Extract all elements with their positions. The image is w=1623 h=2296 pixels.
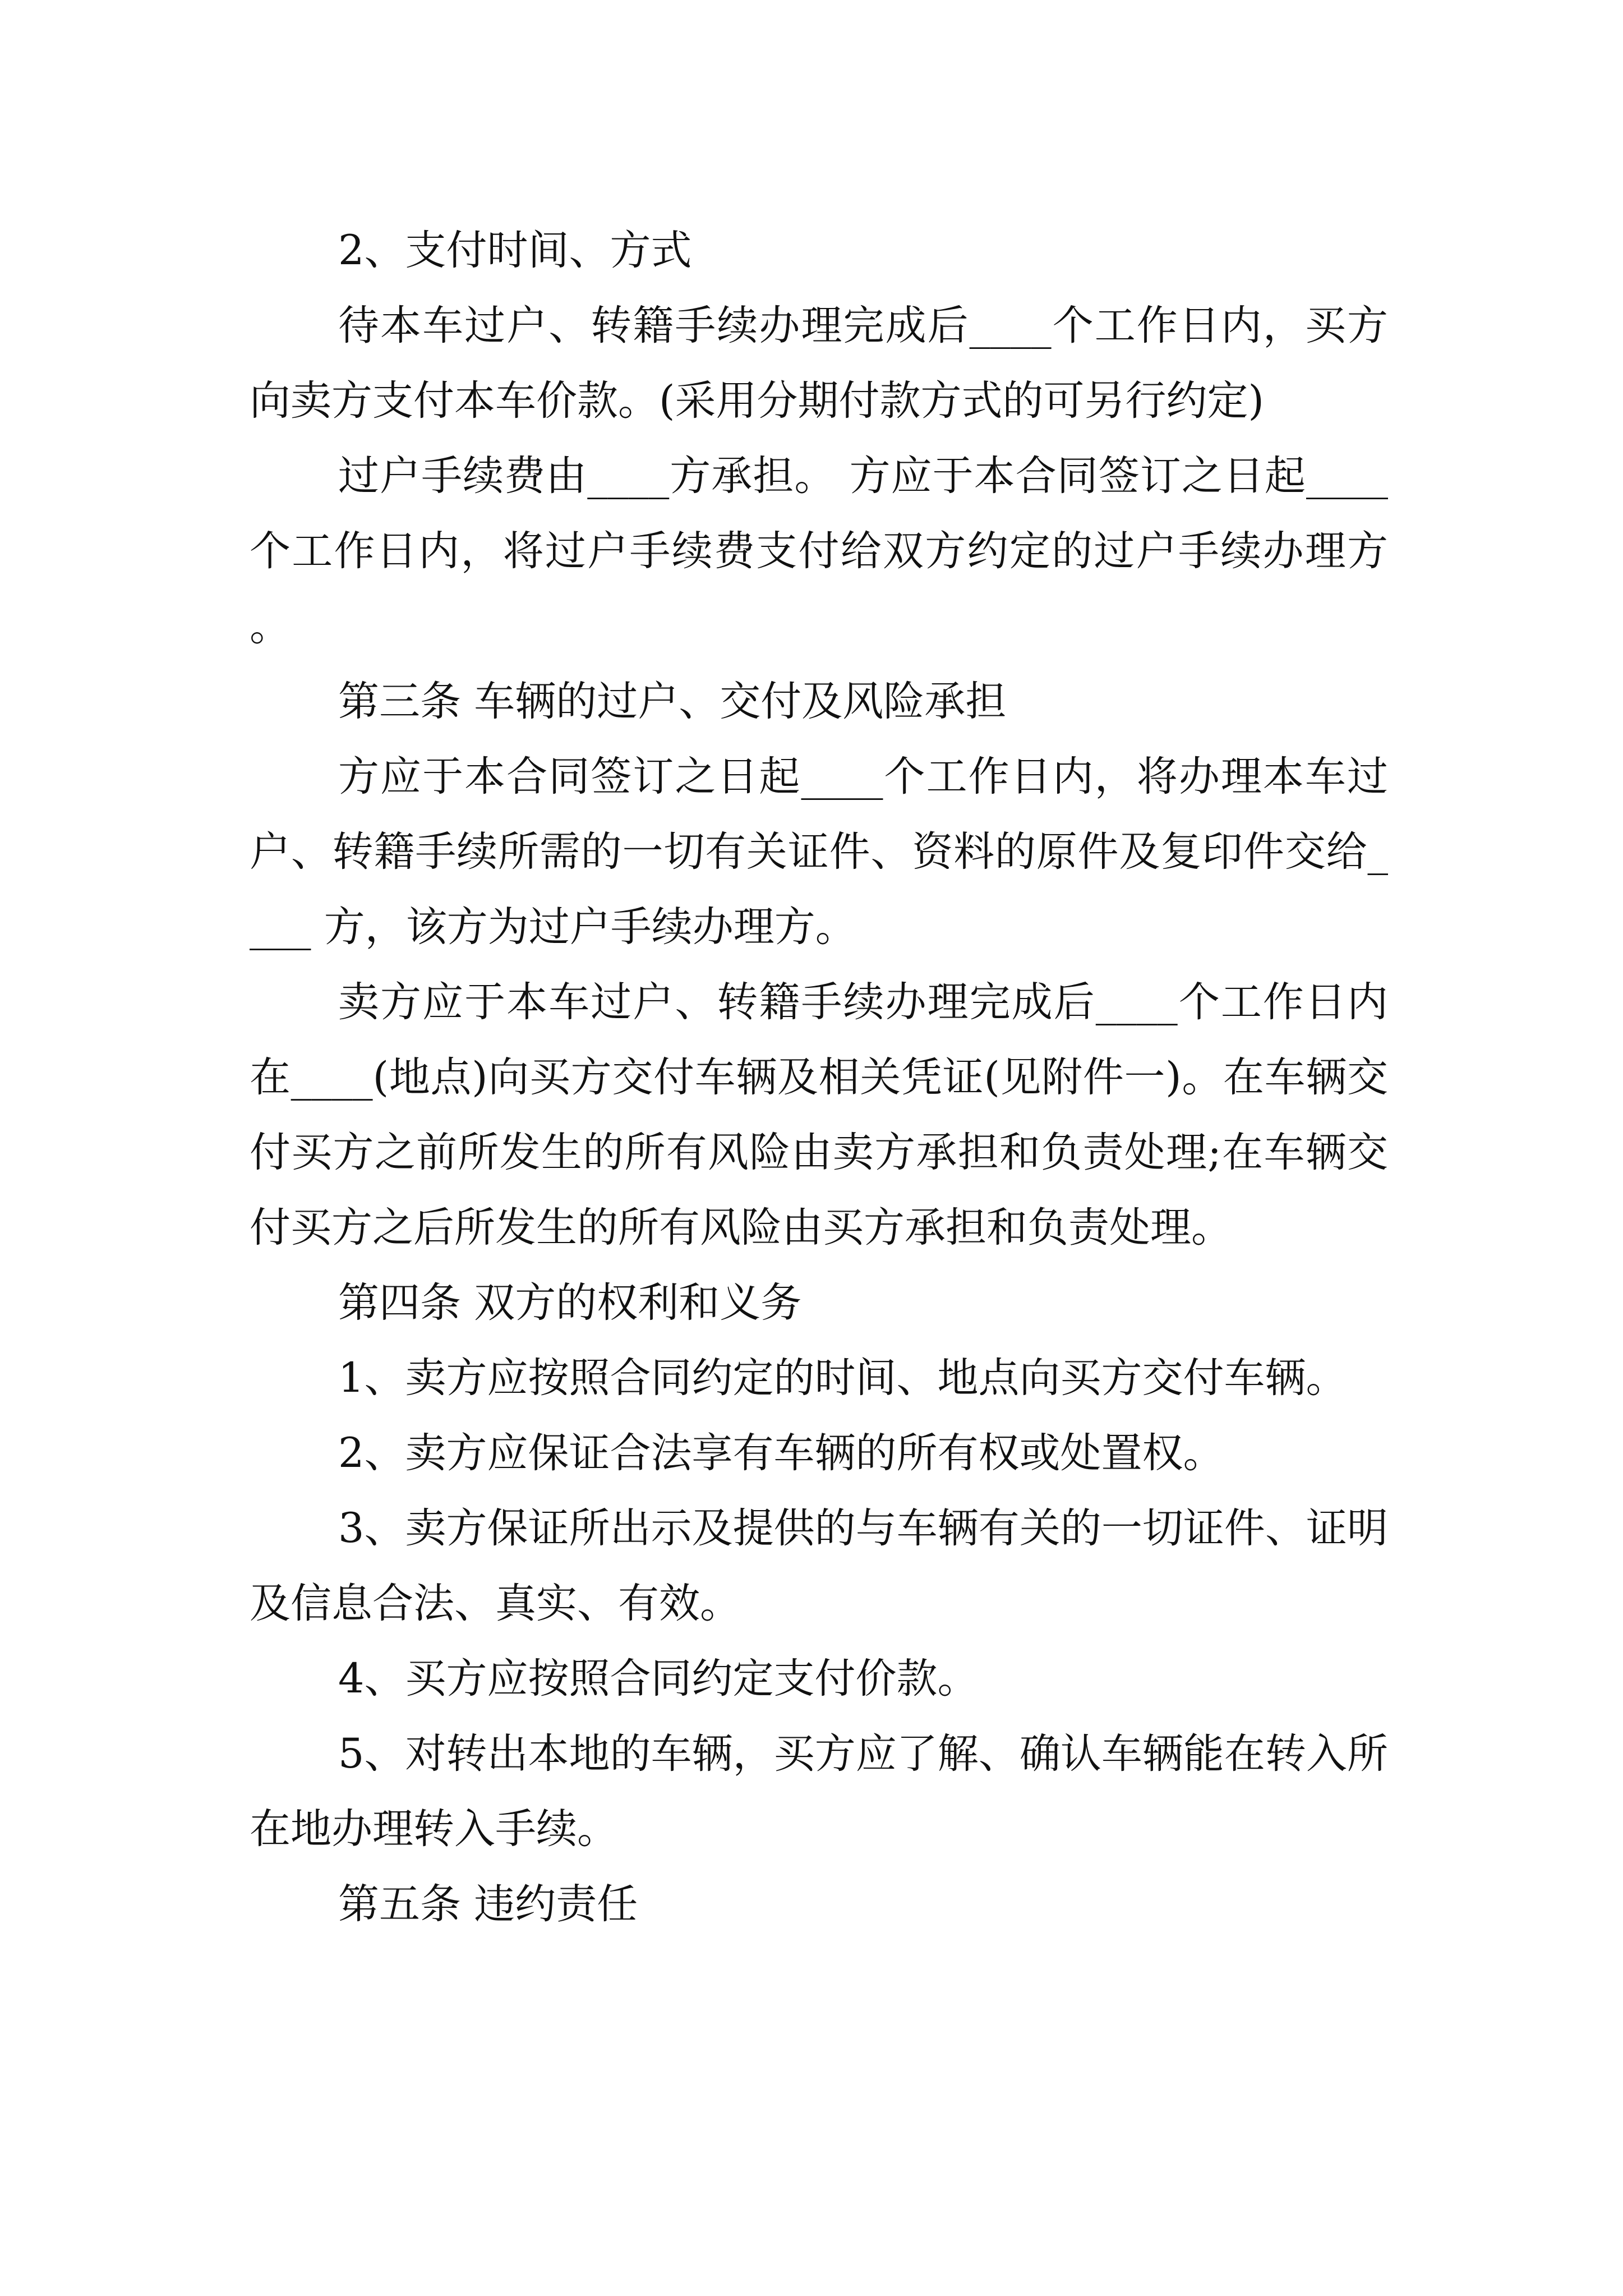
document-body: [250, 213, 1388, 1942]
article-3-delivery-risk: 卖方应于本车过户、转籍手续办理完成后____个工作日内在____(地点)向买方交付车辆及相关凭证(见附件一)。在车辆交付买方之前所发生的所有风险由卖方承担和负责处理;在车辆交付买方之后所发生的所有风险由买方承担和负责处理。: [250, 978, 1388, 1251]
article-4-heading: 第四条 双方的权利和义务: [338, 1279, 802, 1327]
article-4-item-1: 1、卖方应按照合同约定的时间、地点向买方交付车辆。: [338, 1354, 1347, 1402]
article-5-heading: 第五条 违约责任: [338, 1880, 638, 1928]
article-4-item-3: 3、卖方保证所出示及提供的与车辆有关的一切证件、证明及信息合法、真实、有效。: [250, 1504, 1388, 1627]
article-3-heading: 第三条 车辆的过户、交付及风险承担: [338, 678, 1007, 725]
article-3-documents: 方应于本合同签订之日起____个工作日内，将办理本车过户、转籍手续所需的一切有关证件、资料的原件及复印件交给____ 方，该方为过户手续办理方。: [250, 753, 1388, 951]
clause-payment-heading: 2、支付时间、方式: [338, 227, 692, 274]
article-4-item-2: 2、卖方应保证合法享有车辆的所有权或处置权。: [338, 1429, 1224, 1477]
clause-transfer-fee: 过户手续费由____方承担。 方应于本合同签订之日起____个工作日内，将过户手续费支付给双方约定的过户手续办理方。: [250, 452, 1388, 650]
article-4-item-4: 4、买方应按照合同约定支付价款。: [338, 1655, 979, 1703]
clause-payment-time: 待本车过户、转籍手续办理完成后____个工作日内，买方向卖方支付本车价款。(采用分期付款方式的可另行约定): [250, 302, 1388, 425]
article-4-item-5: 5、对转出本地的车辆，买方应了解、确认车辆能在转入所在地办理转入手续。: [250, 1730, 1388, 1853]
